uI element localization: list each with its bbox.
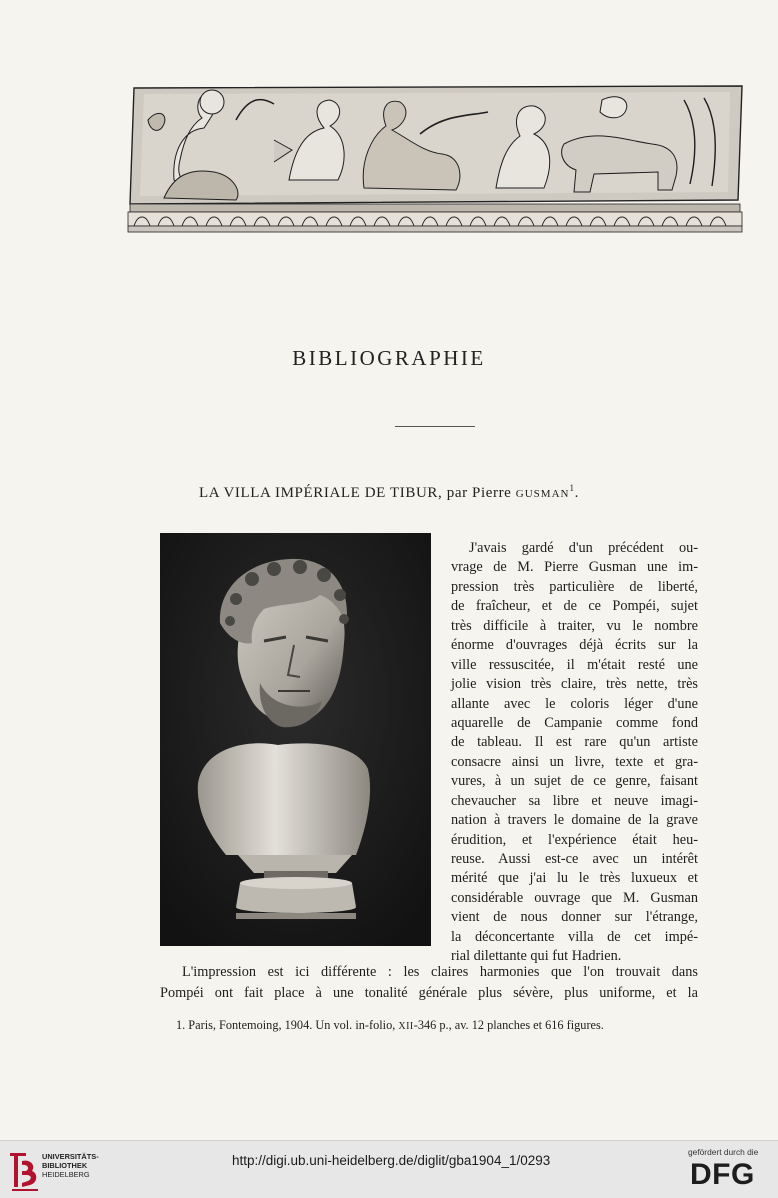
page-title: BIBLIOGRAPHIE [292, 346, 486, 370]
text-line: de fraîcheur, et de ce Pompéi, sujet [451, 598, 698, 615]
full-width-paragraph [160, 962, 698, 1004]
library-line: BIBLIOTHEK [42, 1161, 88, 1170]
text-line: Pompéi ont fait place à une tonalité générale plus sévère, plus uniforme, et la [160, 985, 698, 1001]
text-line: de tableau. Il est rare qu'un artiste [451, 734, 698, 751]
subheading-end: . [574, 485, 579, 501]
text-line: vrage de M. Pierre Gusman une im- [451, 559, 698, 576]
text-line: la déconcertante villa de cet impé- [451, 928, 698, 945]
text-line: rial dilettante qui fut Hadrien. [451, 948, 622, 965]
text-line: ville ressuscitée, il m'était resté une [451, 656, 698, 673]
text-line: considérable ouvrage que M. Gusman [451, 889, 698, 906]
text-line: mérité que j'ai lu le très luxueux et [451, 870, 698, 887]
library-line: HEIDELBERG [42, 1170, 90, 1179]
footnote-pages: XII [398, 1021, 414, 1032]
text-line: vures, à un sujet de ce genre, faisant [451, 773, 698, 790]
text-line: reuse. Aussi est-ce avec un intérêt [451, 851, 698, 867]
text-line: chevaucher sa libre et neuve imagi- [451, 792, 698, 809]
subheading-author: GUSMAN [515, 488, 570, 500]
dfg-logo[interactable]: DFG [690, 1158, 755, 1191]
permalink-url[interactable]: http://digi.ub.uni-heidelberg.de/diglit/gba1904_1/0293 [232, 1153, 551, 1168]
divider [395, 426, 475, 427]
text-line: pression très particulière de liberté, [451, 578, 698, 595]
text-line: consacre ainsi un livre, texte et gra- [451, 753, 698, 770]
footnote-end: -346 p., av. 12 planches et 616 figures. [413, 1018, 604, 1032]
library-name [42, 1152, 99, 1179]
text-line: jolie vision très claire, très nette, très [451, 676, 698, 693]
text-line: énorme d'ouvrages déjà écrits sur la [451, 637, 698, 654]
text-line: très difficile à traiter, vu le nombre [451, 617, 698, 634]
text-line: J'avais gardé d'un précédent ou- [469, 540, 698, 556]
funding-label: gefördert durch die [688, 1147, 759, 1157]
text-line: L'impression est ici différente : les claires harmonies que l'on trouvait dans [182, 964, 698, 980]
bust-photograph [160, 533, 431, 946]
footnote-start: 1. Paris, Fontemoing, 1904. Un vol. in-folio, [176, 1018, 399, 1032]
text-line: nation à travers le domaine de la grave [451, 812, 698, 829]
text-line: érudition, et l'expérience était heu- [451, 831, 698, 848]
wrapped-paragraph [451, 539, 698, 967]
footnote [176, 1018, 696, 1033]
text-line: aquarelle de Campanie comme fond [451, 714, 698, 731]
article-subheading [0, 483, 778, 502]
subheading-main: LA VILLA IMPÉRIALE DE TIBUR, par Pierre [199, 485, 516, 501]
frieze-illustration [124, 80, 746, 258]
text-line: vient de nous donner sur l'étrange, [451, 909, 698, 926]
library-line: UNIVERSITÄTS- [42, 1152, 99, 1161]
text-line: allante avec le coloris léger d'une [451, 695, 698, 712]
footnote-marker: 1 [569, 483, 575, 493]
